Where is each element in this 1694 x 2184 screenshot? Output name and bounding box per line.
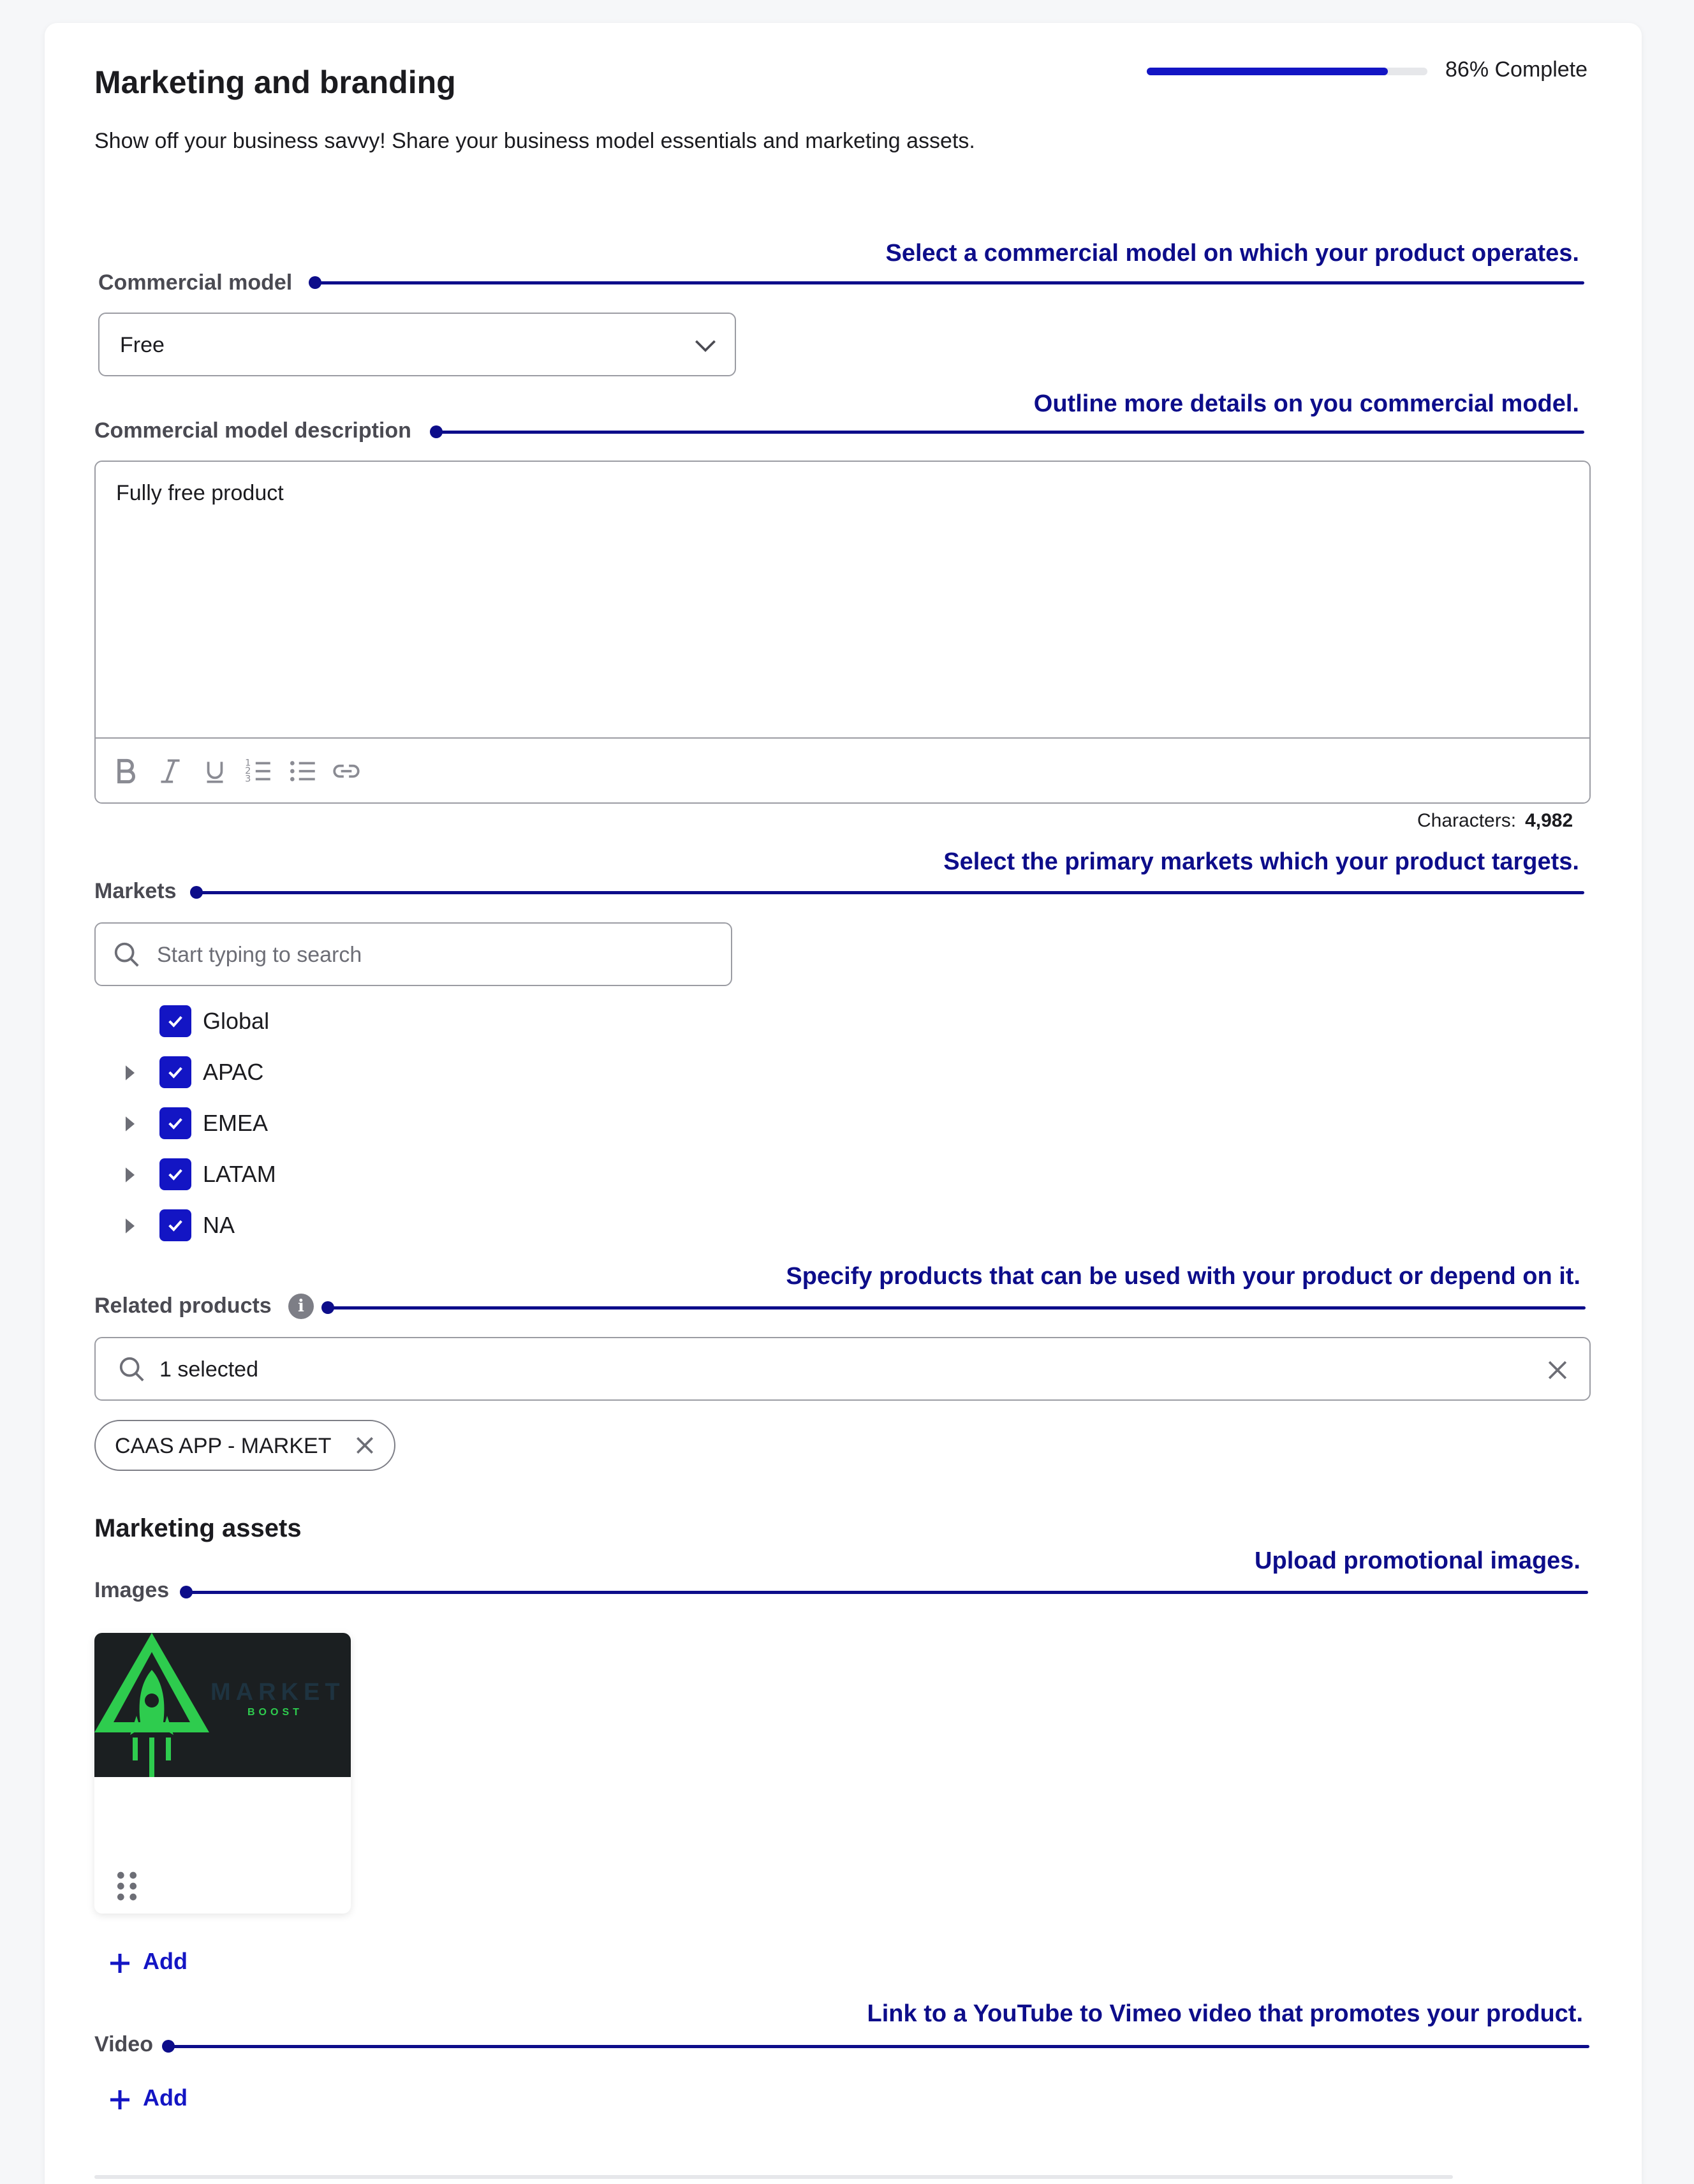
page-title: Marketing and branding: [94, 64, 456, 100]
progress-label: 86% Complete: [1445, 57, 1588, 82]
search-icon: [112, 940, 142, 970]
commercial-model-select[interactable]: [98, 313, 736, 376]
annotation-commercial-description: Outline more details on you commercial model.: [1033, 390, 1579, 417]
chevron-down-icon: [691, 332, 719, 360]
add-image-label: Add: [143, 1948, 188, 1974]
markets-search-placeholder: Start typing to search: [157, 943, 362, 967]
market-checkbox[interactable]: [159, 1056, 191, 1088]
commercial-model-value: Free: [120, 333, 165, 357]
caret-right-icon[interactable]: [122, 1166, 138, 1184]
annotation-markets: Select the primary markets which your product targets.: [943, 848, 1579, 875]
checkmark-icon: [165, 1113, 186, 1133]
svg-text:1: 1: [245, 757, 251, 769]
clear-icon[interactable]: [1543, 1356, 1572, 1384]
market-checkbox[interactable]: [159, 1209, 191, 1241]
checkmark-icon: [165, 1011, 186, 1031]
ordered-list-icon[interactable]: [242, 755, 274, 787]
market-label: LATAM: [203, 1161, 276, 1187]
commercial-description-editor[interactable]: [94, 461, 1591, 804]
page-subtitle: Show off your business savvy! Share your business model essentials and marketing assets.: [94, 129, 975, 153]
info-icon[interactable]: i: [288, 1294, 314, 1319]
commercial-description-text[interactable]: Fully free product: [116, 481, 284, 505]
chip-label: CAAS APP - MARKET: [115, 1434, 332, 1458]
add-image-button[interactable]: [107, 1948, 203, 1980]
add-video-label: Add: [143, 2084, 188, 2111]
images-label: Images: [94, 1578, 170, 1602]
promo-image: [94, 1633, 351, 1777]
market-label: EMEA: [203, 1110, 269, 1136]
related-product-chip[interactable]: [94, 1420, 395, 1471]
market-checkbox[interactable]: [159, 1107, 191, 1139]
video-label: Video: [94, 2032, 153, 2056]
svg-text:2: 2: [245, 765, 251, 777]
plus-icon: [107, 2087, 133, 2113]
annotation-related-products: Specify products that can be used with your product or depend on it.: [786, 1263, 1580, 1290]
annotation-line: [328, 1306, 1586, 1310]
italic-icon[interactable]: [154, 755, 186, 787]
plus-icon: [107, 1951, 133, 1976]
image-card[interactable]: [94, 1633, 351, 1914]
related-products-selected-count: 1 selected: [159, 1357, 258, 1382]
market-label: APAC: [203, 1059, 264, 1085]
annotation-line: [168, 2045, 1589, 2048]
editor-toolbar: [96, 737, 1589, 802]
svg-text:3: 3: [245, 773, 251, 785]
market-label: Global: [203, 1008, 270, 1034]
logo-subword: BOOST: [247, 1707, 303, 1718]
underline-icon[interactable]: [199, 755, 231, 787]
checkmark-icon: [165, 1215, 186, 1236]
annotation-line: [186, 1591, 1588, 1594]
annotation-line: [315, 281, 1584, 284]
commercial-description-label: Commercial model description: [94, 418, 411, 443]
markets-search-input[interactable]: [94, 922, 732, 986]
add-video-button[interactable]: [107, 2084, 203, 2116]
related-products-search-input[interactable]: [94, 1337, 1591, 1401]
progress-bar-fill: [1147, 68, 1388, 75]
marketing-assets-title: Marketing assets: [94, 1514, 302, 1542]
drag-handle-icon[interactable]: [116, 1870, 138, 1902]
annotation-commercial-model: Select a commercial model on which your product operates.: [885, 240, 1579, 267]
market-checkbox[interactable]: [159, 1005, 191, 1037]
progress-bar: [1147, 68, 1427, 75]
character-count-label: Characters:: [1417, 810, 1517, 831]
checkmark-icon: [165, 1062, 186, 1082]
related-products-label: Related products: [94, 1294, 272, 1318]
character-count: [1417, 810, 1573, 832]
commercial-model-label: Commercial model: [98, 270, 293, 295]
divider: [94, 2175, 1453, 2179]
market-label: NA: [203, 1212, 235, 1238]
markets-label: Markets: [94, 879, 177, 903]
annotation-images: Upload promotional images.: [1255, 1547, 1580, 1574]
search-icon: [117, 1355, 147, 1384]
caret-right-icon[interactable]: [122, 1217, 138, 1235]
annotation-line: [436, 431, 1584, 434]
bold-icon[interactable]: [110, 755, 142, 787]
close-icon[interactable]: [352, 1433, 378, 1458]
link-icon[interactable]: [330, 755, 362, 787]
character-count-value: 4,982: [1525, 810, 1573, 831]
caret-right-icon[interactable]: [122, 1115, 138, 1133]
bullet-list-icon[interactable]: [287, 755, 319, 787]
checkmark-icon: [165, 1164, 186, 1184]
caret-right-icon[interactable]: [122, 1064, 138, 1082]
annotation-video: Link to a YouTube to Vimeo video that promotes your product.: [867, 2000, 1583, 2027]
annotation-line: [196, 891, 1584, 894]
logo-word: MARKET: [210, 1679, 345, 1706]
market-checkbox[interactable]: [159, 1158, 191, 1190]
